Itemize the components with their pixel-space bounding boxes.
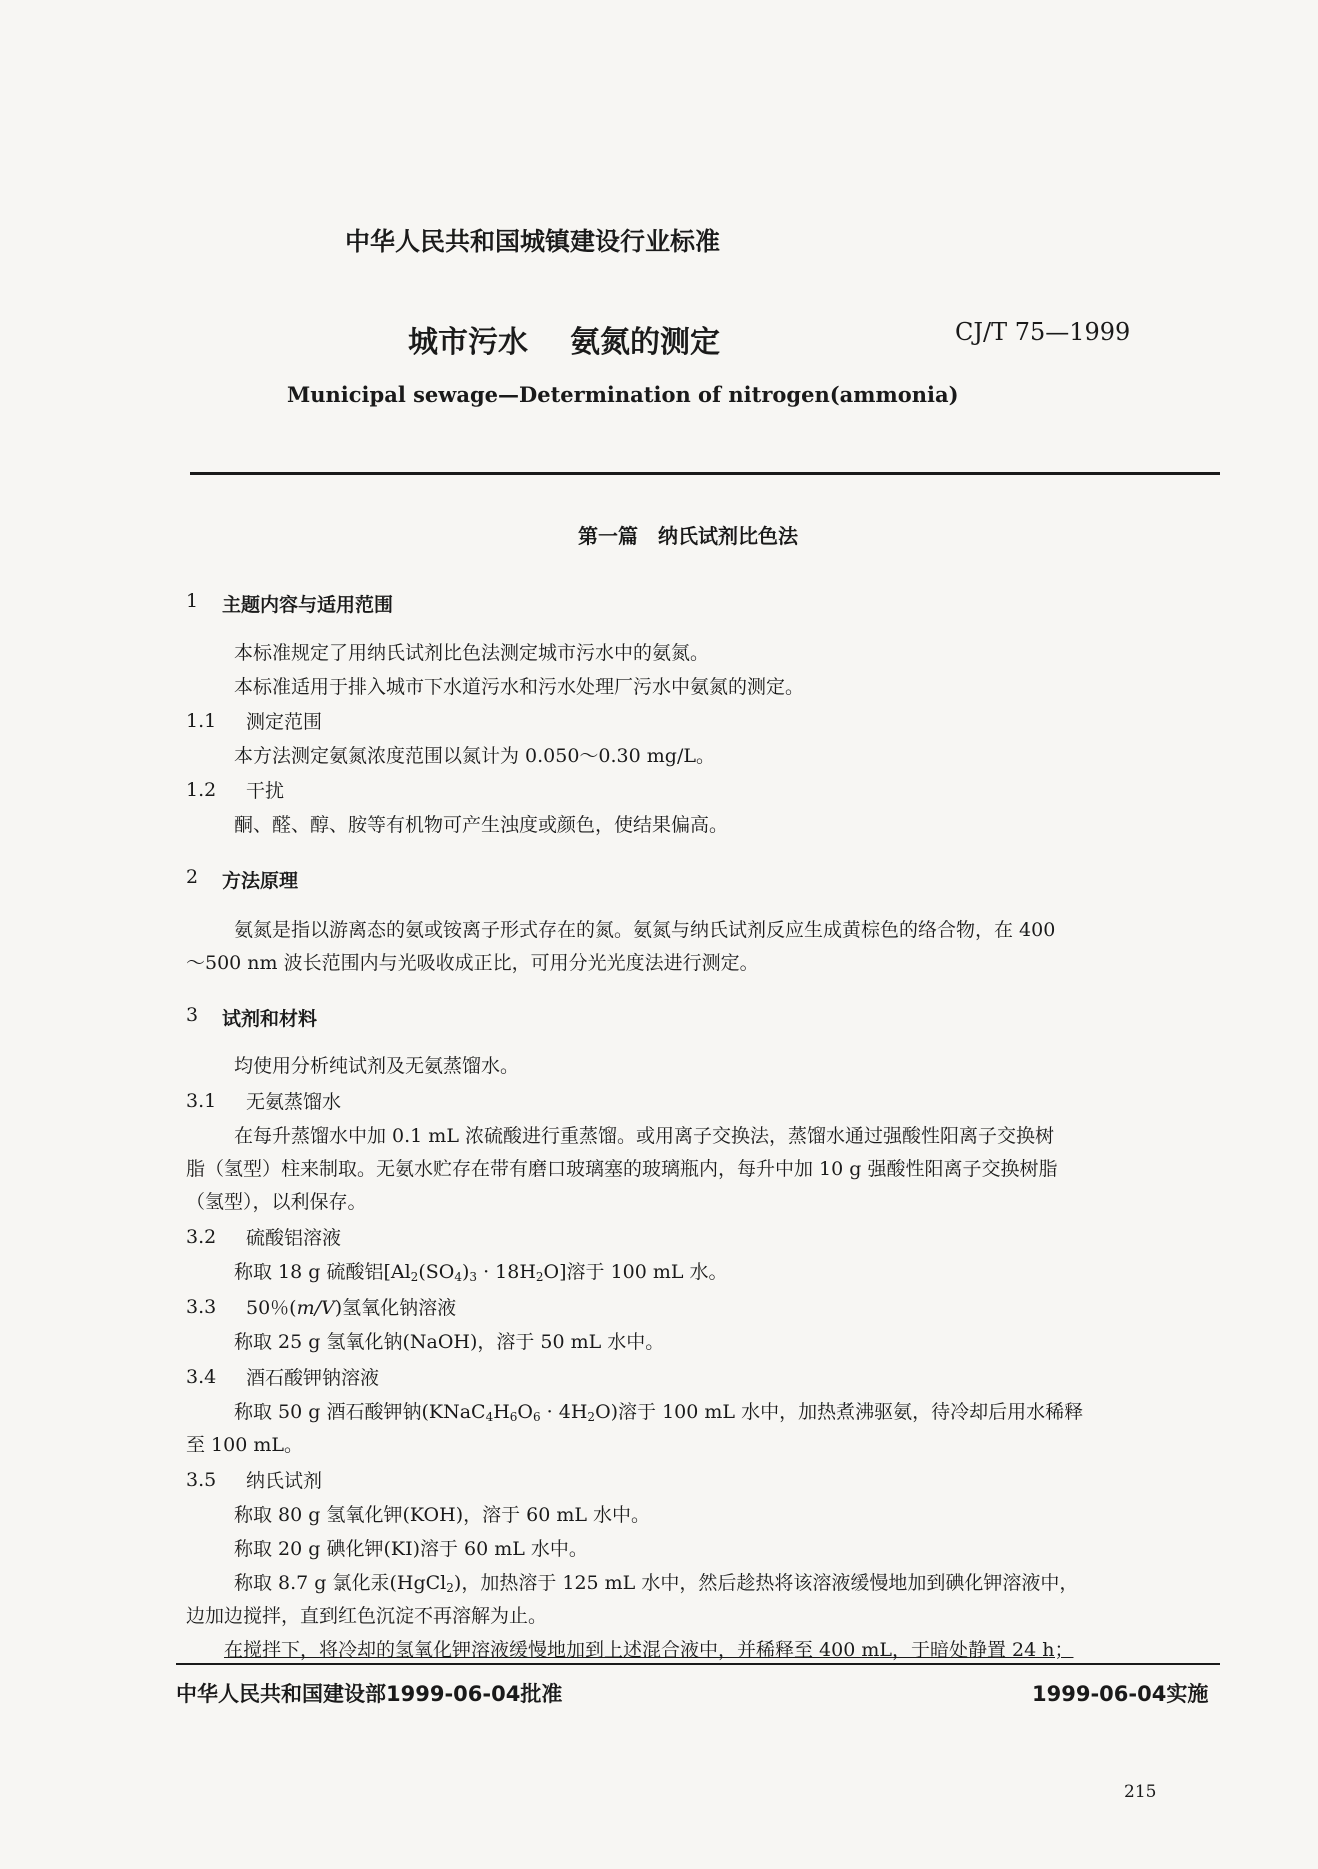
section-3-3-text: 称取 25 g 氢氧化钠(NaOH)，溶于 50 mL 水中。 (234, 1331, 665, 1353)
section-3-2-number: 3.2 (186, 1226, 217, 1248)
section-2-number: 2 (186, 866, 199, 888)
section-3-title: 试剂和材料 (222, 1008, 318, 1030)
section-1-2-text: 酮、醛、醇、胺等有机物可产生浊度或颜色，使结果偏高。 (234, 814, 729, 836)
section-1-2-number: 1.2 (186, 779, 217, 801)
effective-date: 1999-06-04实施 (1032, 1682, 1209, 1706)
section-1-1-title: 测定范围 (246, 711, 323, 733)
section-1-paragraph: 本标准规定了用纳氏试剂比色法测定城市污水中的氨氮。 (234, 642, 710, 664)
section-3-4-text-line: 称取 50 g 酒石酸钾钠$(KNaC_4H_6O_6 \cdot 4H_2O)$溶于 100 mL 水中，加热煮沸驱氨，待冷却后用水稀释 (234, 1401, 1084, 1424)
section-3-1-text-line: 在每升蒸馏水中加 0.1 mL 浓硫酸进行重蒸馏。或用离子交换法，蒸馏水通过强酸性阳离子交换树 (234, 1125, 1054, 1147)
section-2-title: 方法原理 (222, 870, 299, 892)
section-1-number: 1 (186, 590, 199, 612)
section-3-5-text-line: 称取 80 g 氢氧化钾(KOH)，溶于 60 mL 水中。 (234, 1504, 651, 1526)
section-2-text-line: ～500 nm 波长范围内与光吸收成正比，可用分光光度法进行测定。 (186, 952, 759, 974)
section-3-3-title: 50％(m/V)氢氧化钠溶液 (246, 1297, 457, 1319)
footer-rule (176, 1663, 1220, 1665)
section-3-1-title: 无氨蒸馏水 (246, 1091, 342, 1113)
section-3-5-title: 纳氏试剂 (246, 1470, 323, 1492)
section-1-2-title: 干扰 (246, 780, 285, 802)
section-3-5-text-line: 称取 8.7 g 氯化汞(HgCl$_2$)，加热溶于 125 mL 水中，然后趁热将该溶液缓慢地加到碘化钾溶液中， (234, 1572, 1079, 1595)
section-3-5-number: 3.5 (186, 1469, 217, 1491)
section-3-4-number: 3.4 (186, 1366, 217, 1388)
section-3-1-number: 3.1 (186, 1090, 217, 1112)
section-3-3-number: 3.3 (186, 1296, 217, 1318)
section-3-number: 3 (186, 1004, 199, 1026)
section-3-text: 均使用分析纯试剂及无氨蒸馏水。 (234, 1055, 520, 1077)
title-cn-part-b: 氨氮的测定 (570, 325, 720, 360)
page-number: 215 (1124, 1782, 1157, 1802)
part-title: 第一篇 纳氏试剂比色法 (578, 524, 798, 548)
approval-line: 中华人民共和国建设部1999-06-04批准 (176, 1682, 563, 1706)
section-3-5-text-line: 称取 20 g 碘化钾(KI)溶于 60 mL 水中。 (234, 1538, 588, 1560)
section-3-2-text: 称取 18 g 硫酸铝$[Al_2(SO_4)_3 \cdot 18H_2O]$溶于 100 mL 水。 (234, 1261, 728, 1284)
section-3-1-text-line: （氢型），以利保存。 (186, 1191, 367, 1213)
title-en: Municipal sewage—Determination of nitrogen(ammonia) (287, 382, 959, 407)
standard-code: CJ/T 75—1999 (955, 318, 1131, 346)
section-3-4-text-line: 至 100 mL。 (186, 1434, 303, 1456)
section-1-paragraph: 本标准适用于排入城市下水道污水和污水处理厂污水中氨氮的测定。 (234, 676, 805, 698)
issuing-agency: 中华人民共和国城镇建设行业标准 (345, 227, 721, 256)
section-1-1-text: 本方法测定氨氮浓度范围以氮计为 0.050～0.30 mg/L。 (234, 745, 715, 767)
section-3-4-title: 酒石酸钾钠溶液 (246, 1367, 380, 1389)
section-3-5-text-line: 边加边搅拌，直到红色沉淀不再溶解为止。 (186, 1605, 548, 1627)
section-1-1-number: 1.1 (186, 710, 217, 732)
title-cn-part-a: 城市污水 (408, 325, 528, 360)
section-3-2-title: 硫酸铝溶液 (246, 1227, 342, 1249)
section-3-1-text-line: 脂（氢型）柱来制取。无氨水贮存在带有磨口玻璃塞的玻璃瓶内，每升中加 10 g 强酸性阳离子交换树脂 (186, 1158, 1058, 1180)
header-rule (190, 472, 1220, 475)
section-1-title: 主题内容与适用范围 (222, 594, 394, 616)
section-2-text-line: 氨氮是指以游离态的氨或铵离子形式存在的氮。氨氮与纳氏试剂反应生成黄棕色的络合物，在 400 (234, 919, 1056, 941)
section-3-5-text-line: 在搅拌下，将冷却的氢氧化钾溶液缓慢地加到上述混合液中，并稀释至 400 mL，于暗处静置 24 h； (224, 1639, 1074, 1661)
